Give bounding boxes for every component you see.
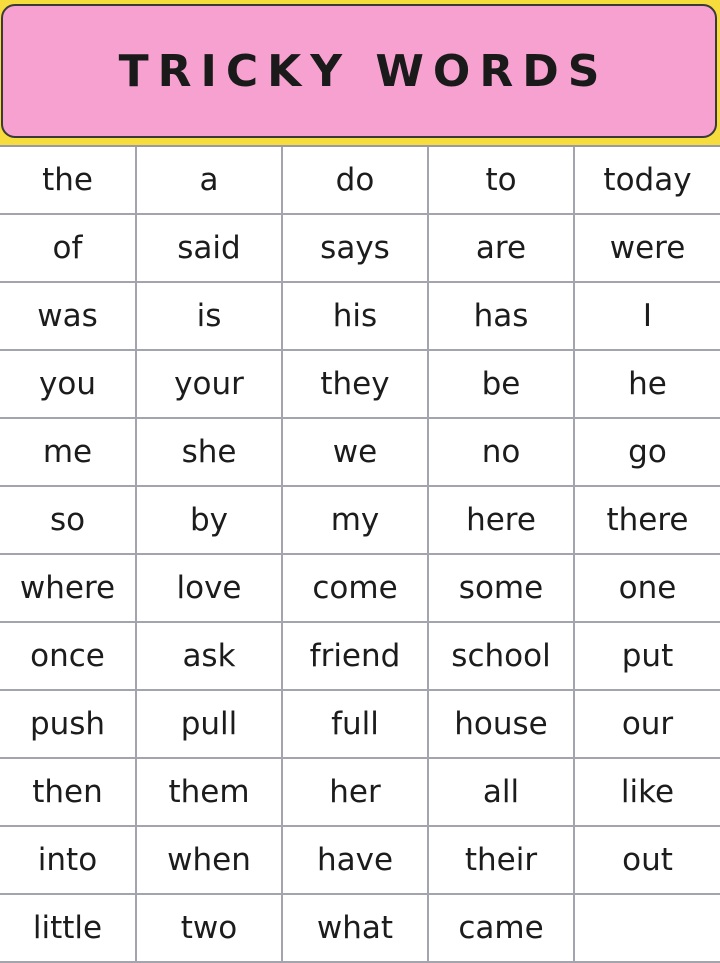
- word-cell: says: [283, 215, 429, 283]
- word-cell: one: [575, 555, 720, 623]
- word-cell: school: [429, 623, 575, 691]
- word-cell: she: [137, 419, 283, 487]
- word-cell: them: [137, 759, 283, 827]
- word-cell: no: [429, 419, 575, 487]
- word-cell: your: [137, 351, 283, 419]
- word-cell: come: [283, 555, 429, 623]
- word-cell: today: [575, 147, 720, 215]
- word-cell: do: [283, 147, 429, 215]
- header-frame: [0, 0, 720, 146]
- word-cell: of: [0, 215, 137, 283]
- word-cell: then: [0, 759, 137, 827]
- page-title: TRICKY WORDS: [118, 45, 609, 97]
- word-cell: once: [0, 623, 137, 691]
- word-cell: all: [429, 759, 575, 827]
- word-cell: the: [0, 147, 137, 215]
- word-cell: you: [0, 351, 137, 419]
- word-cell: pull: [137, 691, 283, 759]
- word-cell: so: [0, 487, 137, 555]
- word-cell: little: [0, 895, 137, 963]
- word-cell: house: [429, 691, 575, 759]
- word-cell: what: [283, 895, 429, 963]
- word-cell: I: [575, 283, 720, 351]
- word-cell: came: [429, 895, 575, 963]
- word-cell: out: [575, 827, 720, 895]
- word-cell: our: [575, 691, 720, 759]
- word-cell: full: [283, 691, 429, 759]
- word-cell: put: [575, 623, 720, 691]
- word-cell: we: [283, 419, 429, 487]
- word-cell: are: [429, 215, 575, 283]
- word-cell: go: [575, 419, 720, 487]
- word-cell: said: [137, 215, 283, 283]
- word-cell: were: [575, 215, 720, 283]
- word-cell: [575, 895, 720, 963]
- title-banner: [1, 4, 717, 138]
- word-cell: was: [0, 283, 137, 351]
- word-cell: his: [283, 283, 429, 351]
- word-cell: here: [429, 487, 575, 555]
- word-cell: there: [575, 487, 720, 555]
- word-cell: by: [137, 487, 283, 555]
- word-cell: when: [137, 827, 283, 895]
- word-cell: friend: [283, 623, 429, 691]
- tricky-words-grid: [0, 145, 720, 960]
- word-cell: has: [429, 283, 575, 351]
- word-cell: is: [137, 283, 283, 351]
- word-cell: have: [283, 827, 429, 895]
- word-cell: he: [575, 351, 720, 419]
- word-cell: me: [0, 419, 137, 487]
- word-cell: they: [283, 351, 429, 419]
- word-cell: two: [137, 895, 283, 963]
- word-cell: love: [137, 555, 283, 623]
- word-cell: ask: [137, 623, 283, 691]
- word-cell: her: [283, 759, 429, 827]
- word-cell: where: [0, 555, 137, 623]
- word-cell: a: [137, 147, 283, 215]
- word-cell: to: [429, 147, 575, 215]
- word-cell: push: [0, 691, 137, 759]
- word-cell: their: [429, 827, 575, 895]
- word-cell: my: [283, 487, 429, 555]
- word-cell: like: [575, 759, 720, 827]
- word-cell: some: [429, 555, 575, 623]
- word-cell: be: [429, 351, 575, 419]
- word-cell: into: [0, 827, 137, 895]
